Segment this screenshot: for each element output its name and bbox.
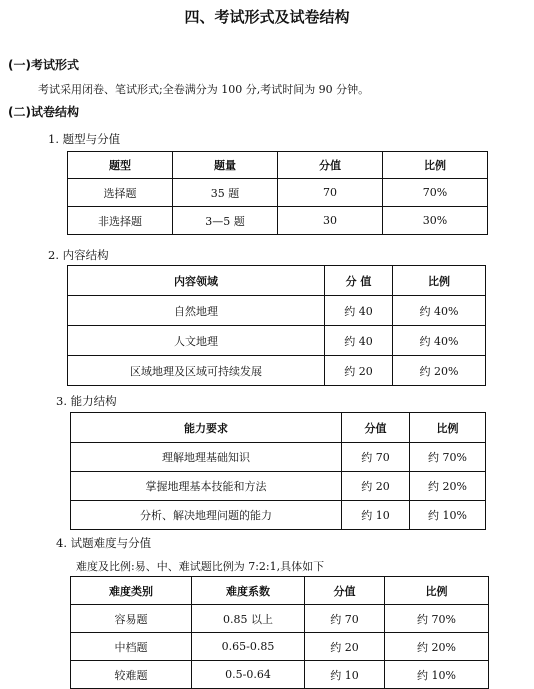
table-cell: 约 70% — [385, 605, 489, 633]
table-cell: 约 10 — [342, 501, 410, 530]
exam-form-description: 考试采用闭卷、笔试形式;全卷满分为 100 分,考试时间为 90 分钟。 — [38, 83, 370, 96]
table-cell: 70 — [278, 179, 383, 207]
subheading-ability-structure: 3. 能力结构 — [56, 394, 117, 408]
table-row — [71, 661, 489, 689]
table-cell: 0.85 以上 — [192, 605, 305, 633]
table-cell: 70% — [383, 179, 488, 207]
table-cell: 0.5-0.64 — [192, 661, 305, 689]
subheading-question-types: 1. 题型与分值 — [48, 132, 121, 146]
table-header-cell: 比例 — [383, 152, 488, 179]
table-header-cell: 内容领域 — [68, 266, 325, 296]
table-cell: 30% — [383, 207, 488, 235]
table-row — [68, 207, 488, 235]
table-row — [71, 443, 486, 472]
table-cell: 掌握地理基本技能和方法 — [71, 472, 342, 501]
subheading-difficulty: 4. 试题难度与分值 — [56, 536, 152, 550]
table-row — [68, 296, 486, 326]
table-cell: 区域地理及区域可持续发展 — [68, 356, 325, 386]
table-cell: 30 — [278, 207, 383, 235]
table-cell: 约 10 — [305, 661, 385, 689]
table-cell: 约 20% — [393, 356, 486, 386]
subheading-content-structure: 2. 内容结构 — [48, 248, 109, 262]
table-cell: 0.65-0.85 — [192, 633, 305, 661]
table-cell: 约 70 — [342, 443, 410, 472]
difficulty-table — [70, 576, 489, 689]
table-header-row — [71, 413, 486, 443]
table-cell: 约 40% — [393, 326, 486, 356]
table-row — [71, 472, 486, 501]
table-row — [68, 326, 486, 356]
table-cell: 分析、解决地理问题的能力 — [71, 501, 342, 530]
table-cell: 约 10% — [385, 661, 489, 689]
question-type-table — [67, 151, 488, 235]
table-header-cell: 难度类别 — [71, 577, 192, 605]
table-cell: 约 10% — [410, 501, 486, 530]
table-cell: 3—5 题 — [173, 207, 278, 235]
table-cell: 理解地理基础知识 — [71, 443, 342, 472]
content-structure-table — [67, 265, 486, 386]
table-header-row — [68, 266, 486, 296]
table-header-cell: 比例 — [410, 413, 486, 443]
table-cell: 约 70 — [305, 605, 385, 633]
table-cell: 约 70% — [410, 443, 486, 472]
table-header-cell: 题型 — [68, 152, 173, 179]
section-heading-paper-structure: (二)试卷结构 — [8, 105, 79, 119]
table-cell: 选择题 — [68, 179, 173, 207]
table-cell: 约 40 — [325, 326, 393, 356]
table-row — [71, 605, 489, 633]
table-cell: 约 40% — [393, 296, 486, 326]
table-header-cell: 比例 — [393, 266, 486, 296]
table-cell: 约 20% — [410, 472, 486, 501]
table-header-cell: 分值 — [342, 413, 410, 443]
table-header-cell: 比例 — [385, 577, 489, 605]
table-row — [68, 356, 486, 386]
table-cell: 约 40 — [325, 296, 393, 326]
ability-structure-table — [70, 412, 486, 530]
section-heading-exam-form: (一)考试形式 — [8, 58, 79, 72]
table-cell: 自然地理 — [68, 296, 325, 326]
page-title: 四、考试形式及试卷结构 — [184, 8, 350, 26]
table-cell: 约 20 — [325, 356, 393, 386]
table-cell: 约 20 — [342, 472, 410, 501]
table-cell: 35 题 — [173, 179, 278, 207]
table-cell: 中档题 — [71, 633, 192, 661]
table-header-cell: 题量 — [173, 152, 278, 179]
table-row — [71, 633, 489, 661]
table-header-cell: 分 值 — [325, 266, 393, 296]
table-cell: 人文地理 — [68, 326, 325, 356]
table-cell: 较难题 — [71, 661, 192, 689]
table-header-cell: 分值 — [278, 152, 383, 179]
table-cell: 非选择题 — [68, 207, 173, 235]
table-header-cell: 分值 — [305, 577, 385, 605]
table-header-row — [68, 152, 488, 179]
table-header-cell: 能力要求 — [71, 413, 342, 443]
table-cell: 容易题 — [71, 605, 192, 633]
table-row — [71, 501, 486, 530]
table-cell: 约 20% — [385, 633, 489, 661]
table-header-cell: 难度系数 — [192, 577, 305, 605]
difficulty-note: 难度及比例:易、中、难试题比例为 7:2:1,具体如下 — [76, 560, 325, 573]
table-row — [68, 179, 488, 207]
table-header-row — [71, 577, 489, 605]
table-cell: 约 20 — [305, 633, 385, 661]
